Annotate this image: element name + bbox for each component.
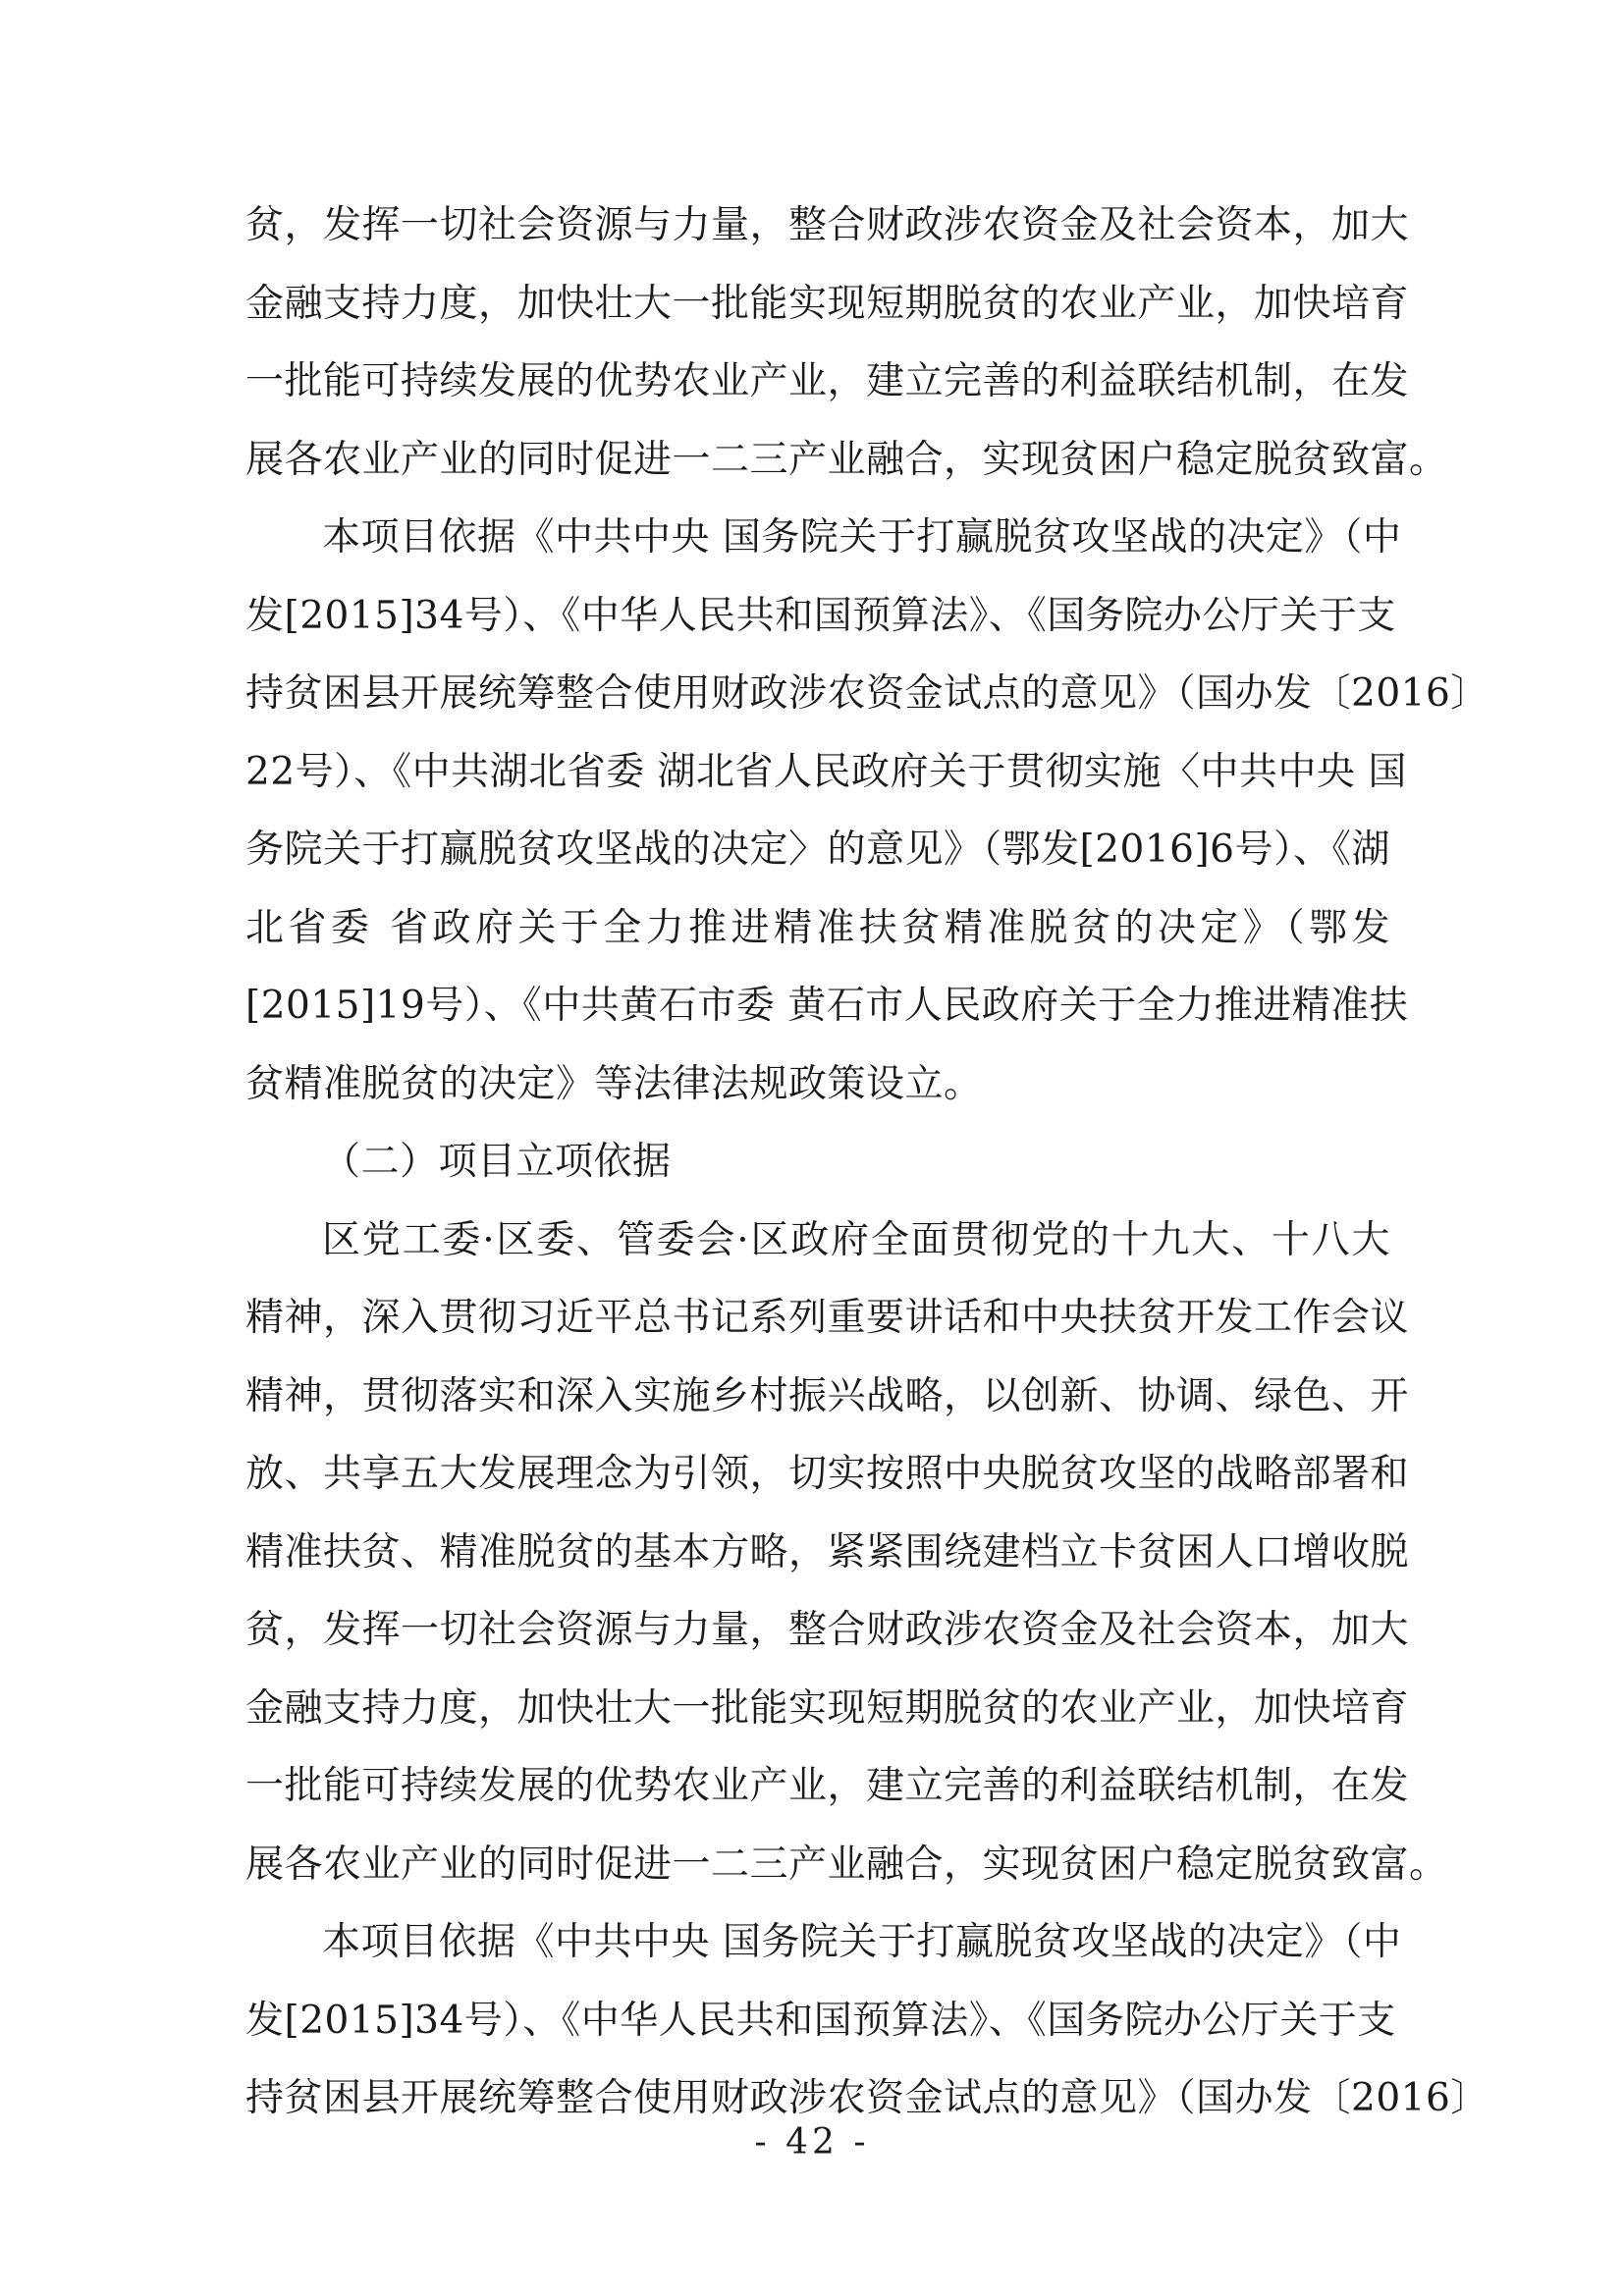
section-heading: （二）项目立项依据 xyxy=(322,1140,672,1184)
body-text-line: 22号）、《中共湖北省委 湖北省人民政府关于贯彻实施〈中共中央 国 xyxy=(245,749,1407,794)
body-text-line: 展各农业产业的同时促进一二三产业融合，实现贫困户稳定脱贫致富。 xyxy=(245,437,1448,482)
body-text-line: 务院关于打赢脱贫攻坚战的决定〉的意见》（鄂发[2016]6号）、《湖 xyxy=(245,828,1390,872)
page-number: - 42 - xyxy=(754,2122,870,2163)
body-text-line: [2015]19号）、《中共黄石市委 黄石市人民政府关于全力推进精准扶 xyxy=(245,984,1409,1028)
body-text-line: 展各农业产业的同时促进一二三产业融合，实现贫困户稳定脱贫致富。 xyxy=(245,1842,1448,1887)
body-text-line: 精神，贯彻落实和深入实施乡村振兴战略，以创新、协调、绿色、开 xyxy=(245,1373,1410,1418)
body-text-line: 持贫困县开展统筹整合使用财政涉农资金试点的意见》（国办发〔2016〕 xyxy=(245,2076,1489,2120)
body-text-line: 持贫困县开展统筹整合使用财政涉农资金试点的意见》（国办发〔2016〕 xyxy=(245,671,1489,716)
body-text-line: 北省委 省政府关于全力推进精准扶贫精准脱贫的决定》（鄂发 xyxy=(245,905,1390,950)
body-text-line: 一批能可持续发展的优势农业产业，建立完善的利益联结机制，在发 xyxy=(245,1764,1410,1808)
body-text-line: 金融支持力度，加快壮大一批能实现短期脱贫的农业产业，加快培育 xyxy=(245,281,1410,326)
body-text-line: 精神，深入贯彻习近平总书记系列重要讲话和中央扶贫开发工作会议 xyxy=(245,1296,1410,1340)
body-text-line: 贫，发挥一切社会资源与力量，整合财政涉农资金及社会资本，加大 xyxy=(245,1608,1410,1652)
paragraph-first-line: 本项目依据《中共中央 国务院关于打赢脱贫攻坚战的决定》（中 xyxy=(322,1920,1402,1964)
body-text-line: 放、共享五大发展理念为引领，切实按照中央脱贫攻坚的战略部署和 xyxy=(245,1452,1410,1496)
body-text-line: 一批能可持续发展的优势农业产业，建立完善的利益联结机制，在发 xyxy=(245,359,1410,403)
body-text-line: 发[2015]34号）、《中华人民共和国预算法》、《国务院办公厅关于支 xyxy=(245,1998,1396,2043)
body-text-line: 金融支持力度，加快壮大一批能实现短期脱贫的农业产业，加快培育 xyxy=(245,1685,1410,1731)
document-body xyxy=(245,187,1489,2138)
body-text-line: 贫，发挥一切社会资源与力量，整合财政涉农资金及社会资本，加大 xyxy=(245,203,1410,247)
paragraph-first-line: 区党工委·区委、管委会·区政府全面贯彻党的十九大、十八大 xyxy=(322,1217,1390,1262)
paragraph-first-line: 本项目依据《中共中央 国务院关于打赢脱贫攻坚战的决定》（中 xyxy=(322,515,1402,560)
body-text-line: 精准扶贫、精准脱贫的基本方略，紧紧围绕建档立卡贫困人口增收脱 xyxy=(245,1529,1410,1575)
paragraph-last-line: 贫精准脱贫的决定》等法律法规政策设立。 xyxy=(245,1061,983,1106)
body-text-line: 发[2015]34号）、《中华人民共和国预算法》、《国务院办公厅关于支 xyxy=(245,593,1396,638)
